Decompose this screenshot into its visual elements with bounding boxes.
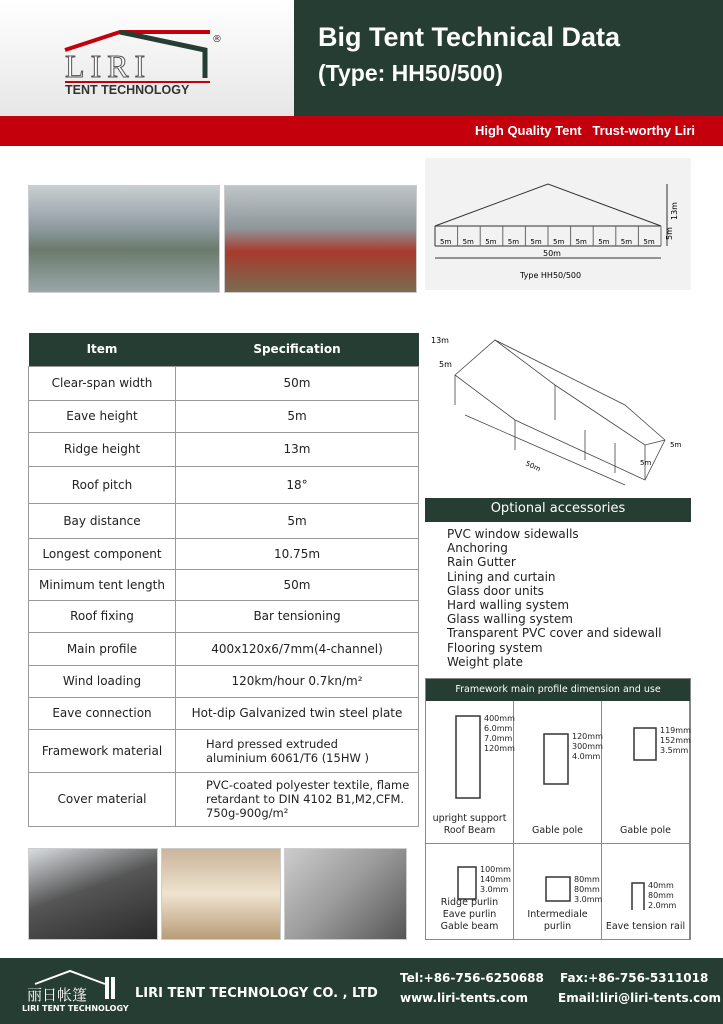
tagline: High Quality Tent Trust-worthy Liri <box>0 116 723 146</box>
col-spec: Specification <box>176 333 419 366</box>
table-row <box>29 772 419 826</box>
dim-label: 400mm <box>484 714 515 723</box>
profile-dims <box>660 726 691 756</box>
bay-dim: 5m <box>530 238 542 246</box>
profile-section-icon <box>602 844 690 910</box>
accessories-title: Optional accessories <box>425 498 691 522</box>
accessory-item: Flooring system <box>447 640 543 655</box>
dim-label: 119mm <box>660 726 691 735</box>
bay-dim: 5m <box>575 238 587 246</box>
dim-label: 3.0mm <box>574 895 603 904</box>
spec-item: Eave height <box>29 400 176 432</box>
tent-interior-photo <box>28 185 220 293</box>
dim-label: 120mm <box>484 744 515 753</box>
logo-area <box>0 0 294 116</box>
bay-dim: 5m <box>598 238 610 246</box>
spec-value: 5m <box>176 400 419 432</box>
bay-dim: 5m <box>507 238 520 246</box>
profile-use-label: Gable pole <box>619 825 672 836</box>
website-link[interactable]: www.liri-tents.com <box>400 991 529 1005</box>
svg-text:5m: 5m <box>439 360 452 369</box>
page-title: Big Tent Technical Data <box>318 22 621 52</box>
dim-label: 3.0mm <box>480 885 509 894</box>
dim-label: 2.0mm <box>648 901 677 910</box>
spec-value: Hot-dip Galvanized twin steel plate <box>176 697 419 729</box>
spec-item: Minimum tent length <box>29 569 176 600</box>
spec-item: Roof pitch <box>29 466 176 503</box>
framework-title: Framework main profile dimension and use <box>426 679 690 701</box>
spec-value: 5m <box>176 503 419 538</box>
table-row <box>29 400 419 432</box>
profile-section-icon <box>602 701 690 814</box>
footer-logo <box>25 968 120 1004</box>
tent-event-photo <box>224 185 417 293</box>
table-row <box>29 466 419 503</box>
table-row <box>29 729 419 772</box>
svg-text:13m: 13m <box>670 202 679 220</box>
dim-label: 152mm <box>660 736 691 745</box>
spec-item: Roof fixing <box>29 600 176 632</box>
bay-dim: 5m <box>485 238 497 246</box>
accessory-item: Lining and curtain <box>447 569 556 584</box>
spec-item: Framework material <box>29 729 176 772</box>
profile-cell <box>602 701 690 844</box>
accessory-item: Glass door units <box>447 583 544 598</box>
svg-text:50m: 50m <box>524 459 542 474</box>
bay-dim: 5m <box>462 238 474 246</box>
spec-value: 400x120x6/7mm(4-channel) <box>176 632 419 665</box>
profile-dims <box>480 865 511 895</box>
spec-item: Longest component <box>29 538 176 569</box>
accessory-item: Hard walling system <box>447 598 570 613</box>
spec-table <box>28 333 419 827</box>
profile-use-label: Eave tension rail <box>605 921 686 932</box>
table-row <box>29 366 419 400</box>
svg-text:丽日帐篷: 丽日帐篷 <box>27 986 88 1004</box>
accessory-item: PVC window sidewalls <box>447 527 579 541</box>
spec-item: Cover material <box>29 772 176 826</box>
elevation-diagram <box>425 158 691 290</box>
spec-item: Wind loading <box>29 665 176 697</box>
bay-dim: 5m <box>553 238 565 246</box>
svg-text:5m: 5m <box>640 459 652 467</box>
table-row <box>29 569 419 600</box>
isometric-diagram <box>425 325 691 490</box>
spec-value: Bar tensioning <box>176 600 419 632</box>
svg-text:13m: 13m <box>431 336 449 345</box>
fax: Fax:+86-756-5311018 <box>560 971 709 985</box>
dim-label: 6.0mm <box>484 724 513 733</box>
company-name: LIRI TENT TECHNOLOGY CO. , LTD <box>135 986 378 1001</box>
dim-label: 80mm <box>574 885 600 894</box>
table-row <box>29 432 419 466</box>
accessory-item: Glass walling system <box>447 612 573 627</box>
spec-value: 50m <box>176 569 419 600</box>
spec-value: 10.75m <box>176 538 419 569</box>
svg-text:5m: 5m <box>670 441 682 449</box>
table-row <box>29 632 419 665</box>
accessory-item: Weight plate <box>447 654 524 669</box>
profile-dims <box>574 875 602 905</box>
spec-item: Eave connection <box>29 697 176 729</box>
dim-label: 140mm <box>480 875 511 884</box>
dim-label: 40mm <box>648 881 674 890</box>
profile-cell <box>514 844 602 940</box>
table-row <box>29 538 419 569</box>
dim-label: 300mm <box>572 742 603 751</box>
dim-label: 4.0mm <box>572 752 601 761</box>
spec-value: 120km/hour 0.7kn/m² <box>176 665 419 697</box>
floor-photo <box>28 848 158 940</box>
profile-dims <box>572 732 603 762</box>
spec-item: Ridge height <box>29 432 176 466</box>
profile-cell <box>426 701 514 844</box>
footer-logo-subtitle: LIRI TENT TECHNOLOGY <box>22 1004 129 1013</box>
svg-text:LIRI: LIRI <box>65 48 152 84</box>
profile-use-label: Gable pole <box>531 825 584 836</box>
framework-panel <box>425 678 691 940</box>
accessories-list <box>447 527 661 669</box>
profile-cell <box>426 844 514 940</box>
spec-value: 13m <box>176 432 419 466</box>
liri-logo <box>60 30 225 100</box>
profile-photo <box>284 848 407 940</box>
profile-use-label: Ridge purlin Eave purlin Gable beam <box>440 897 499 932</box>
spec-item: Main profile <box>29 632 176 665</box>
accessory-item: Transparent PVC cover and sidewall <box>447 626 662 641</box>
table-row <box>29 697 419 729</box>
spec-value: Hard pressed extruded aluminium 6061/T6 (15HW ) <box>176 729 419 772</box>
profile-use-label: upright support Roof Beam <box>432 813 507 836</box>
svg-text:TENT TECHNOLOGY: TENT TECHNOLOGY <box>65 83 190 97</box>
profile-dims <box>484 714 515 754</box>
footer <box>0 958 723 1024</box>
email-link[interactable]: Email:liri@liri-tents.com <box>558 991 722 1005</box>
spec-item: Bay distance <box>29 503 176 538</box>
dim-label: 120mm <box>572 732 603 741</box>
profile-cell <box>514 701 602 844</box>
bay-dim: 5m <box>620 238 633 246</box>
svg-text:Type HH50/500: Type HH50/500 <box>520 271 582 280</box>
spec-value: 18° <box>176 466 419 503</box>
profile-cell <box>602 844 690 940</box>
svg-text:5m: 5m <box>665 227 674 240</box>
svg-text:50m: 50m <box>543 249 561 258</box>
dim-label: 80mm <box>574 875 600 884</box>
accessory-item: Rain Gutter <box>447 555 516 570</box>
lining-photo <box>161 848 281 940</box>
table-row <box>29 600 419 632</box>
spec-value: PVC-coated polyester textile, flame retardant to DIN 4102 B1,M2,CFM. 750g-900g/m² <box>176 772 419 826</box>
tel: Tel:+86-756-6250688 <box>400 971 544 985</box>
bay-dim: 5m <box>643 238 655 246</box>
dim-label: 3.5mm <box>660 746 689 755</box>
profile-dims <box>648 881 676 911</box>
title-area <box>294 0 723 116</box>
spec-value: 50m <box>176 366 419 400</box>
accessory-item: Anchoring <box>447 541 508 556</box>
dim-label: 7.0mm <box>484 734 513 743</box>
dim-label: 100mm <box>480 865 511 874</box>
spec-item: Clear-span width <box>29 366 176 400</box>
profile-use-label: Intermediale purlin <box>527 909 588 932</box>
page-subtitle: (Type: HH50/500) <box>318 60 503 86</box>
table-row <box>29 665 419 697</box>
col-item: Item <box>29 333 176 366</box>
svg-text:®: ® <box>212 34 222 45</box>
table-row <box>29 503 419 538</box>
dim-label: 80mm <box>648 891 674 900</box>
bay-dim: 5m <box>440 238 452 246</box>
